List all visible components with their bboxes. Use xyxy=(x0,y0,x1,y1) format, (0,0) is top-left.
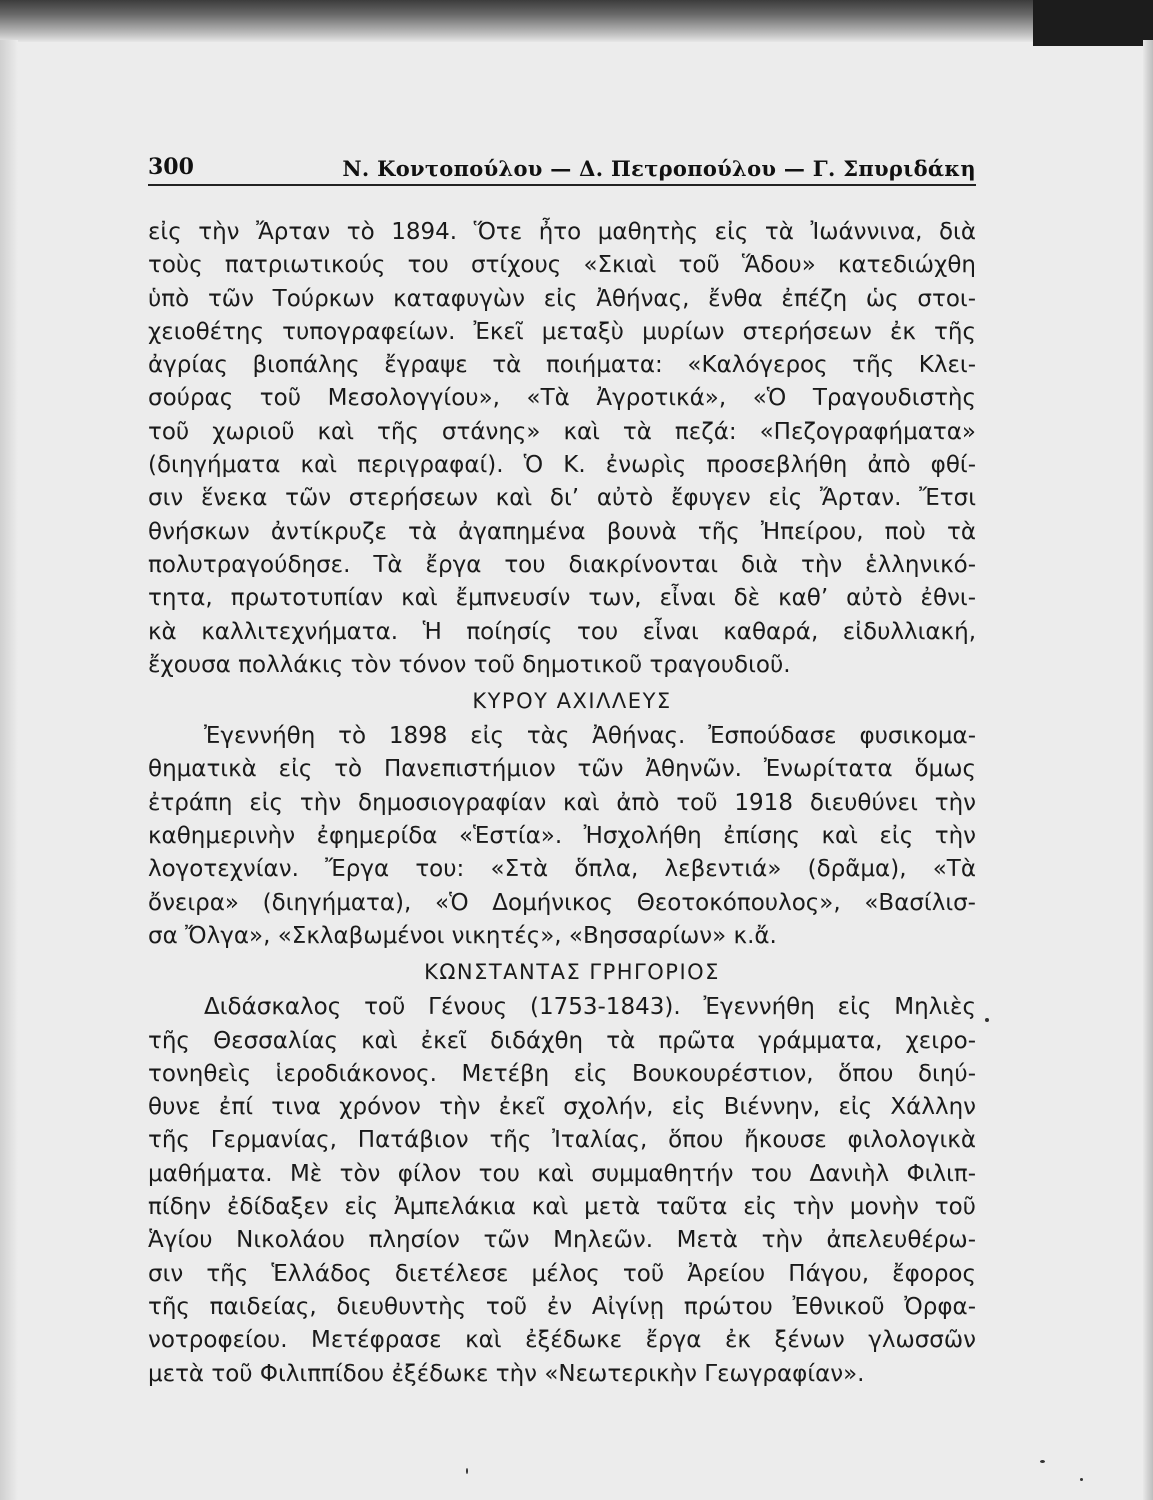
scan-speck xyxy=(466,1468,468,1474)
text-line: σιν ἕνεκα τῶν στερήσεων καὶ δι’ αὐτὸ ἔφυγεν εἰς Ἄρταν. Ἔτσι xyxy=(148,485,976,512)
text-line: χειοθέτης τυπογραφείων. Ἐκεῖ μεταξὺ μυρίων στερήσεων ἐκ τῆς xyxy=(148,318,976,345)
running-head xyxy=(148,152,976,186)
text-line: Ἐγεννήθη τὸ 1898 εἰς τὰς Ἀθήνας. Ἐσπούδασε φυσικομα- xyxy=(204,723,976,750)
text-line: μετὰ τοῦ Φιλιππίδου ἐξέδωκε τὴν «Νεωτερικὴν Γεωγραφίαν». xyxy=(148,1360,865,1387)
text-line: καθημερινὴν ἐφημερίδα «Ἑστία». Ἠσχολήθη ἐπίσης καὶ εἰς τὴν xyxy=(148,823,976,850)
text-line: λογοτεχνίαν. Ἔργα του: «Στὰ ὅπλα, λεβεντιά» (δρᾶμα), «Τὰ xyxy=(148,856,976,883)
scan-left-edge xyxy=(0,40,18,1500)
scan-speck xyxy=(1080,1478,1083,1481)
scan-speck xyxy=(985,1018,989,1022)
text-line: τονηθεὶς ἱεροδιάκονος. Μετέβη εἰς Βουκουρέστιον, ὅπου διηύ- xyxy=(148,1060,976,1087)
text-line: τητα, πρωτοτυπίαν καὶ ἔμπνευσίν των, εἶναι δὲ καθ’ αὐτὸ ἐθνι- xyxy=(148,585,976,612)
text-line: ἐτράπη εἰς τὴν δημοσιογραφίαν καὶ ἀπὸ τοῦ 1918 διευθύνει τὴν xyxy=(148,789,976,816)
text-line: Διδάσκαλος τοῦ Γένους (1753-1843). Ἐγεννήθη εἰς Μηλιὲς xyxy=(204,994,976,1021)
text-line: κὰ καλλιτεχνήματα. Ἡ ποίησίς του εἶναι καθαρά, εἰδυλλιακή, xyxy=(148,618,976,645)
text-line: τοῦ χωριοῦ καὶ τῆς στάνης» καὶ τὰ πεζά: «Πεζογραφήματα» xyxy=(148,418,976,445)
text-line: θυνε ἐπί τινα χρόνον τὴν ἐκεῖ σχολήν, εἰς Βιέννην, εἰς Χάλλην xyxy=(148,1094,976,1121)
scan-top-corner xyxy=(1033,0,1153,46)
text-line: σα Ὄλγα», «Σκλαβωμένοι νικητές», «Βησσαρίων» κ.ἄ. xyxy=(148,922,777,949)
text-line: σούρας τοῦ Μεσολογγίου», «Τὰ Ἀγροτικά», «Ὁ Τραγουδιστὴς xyxy=(148,385,976,412)
scan-speck xyxy=(1040,1460,1045,1463)
text-line: ὑπὸ τῶν Τούρκων καταφυγὼν εἰς Ἀθήνας, ἔνθα ἐπέζη ὡς στοι- xyxy=(148,285,976,312)
text-line: τοὺς πατριωτικούς του στίχους «Σκιαὶ τοῦ Ἅδου» κατεδιώχθη xyxy=(148,252,976,279)
text-line: ἀγρίας βιοπάλης ἔγραψε τὰ ποιήματα: «Καλόγερος τῆς Κλει- xyxy=(148,352,976,379)
section-heading-kyrou: ΚΥΡΟΥ ΑΧΙΛΛΕΥΣ xyxy=(472,689,672,714)
text-line: ἔχουσα πολλάκις τὸν τόνον τοῦ δημοτικοῦ τραγουδιοῦ. xyxy=(148,651,791,678)
text-line: θηματικὰ εἰς τὸ Πανεπιστήμιον τῶν Ἀθηνῶν. Ἐνωρίτατα ὅμως xyxy=(148,756,976,783)
text-line: θνήσκων ἀντίκρυζε τὰ ἀγαπημένα βουνὰ τῆς Ἠπείρου, ποὺ τὰ xyxy=(148,518,976,545)
page-number: 300 xyxy=(148,154,194,180)
running-head-authors: Ν. Κοντοπούλου — Δ. Πετροπούλου — Γ. Σπυριδάκη xyxy=(342,156,976,181)
scan-top-shadow xyxy=(0,0,1153,42)
text-line: Ἁγίου Νικολάου πλησίον τῶν Μηλεῶν. Μετὰ τὴν ἀπελευθέρω- xyxy=(148,1227,976,1254)
text-line: τῆς Γερμανίας, Πατάβιον τῆς Ἰταλίας, ὅπου ἤκουσε φιλολογικὰ xyxy=(148,1127,976,1154)
text-line: νοτροφείου. Μετέφρασε καὶ ἐξέδωκε ἔργα ἐκ ξένων γλωσσῶν xyxy=(148,1327,976,1354)
body-text xyxy=(148,216,976,1391)
text-line: σιν τῆς Ἑλλάδος διετέλεσε μέλος τοῦ Ἀρείου Πάγου, ἔφορος xyxy=(148,1260,976,1287)
text-line: τῆς παιδείας, διευθυντὴς τοῦ ἐν Αἰγίνῃ πρώτου Ἐθνικοῦ Ὀρφα- xyxy=(148,1293,976,1320)
text-line: (διηγήματα καὶ περιγραφαί). Ὁ Κ. ἐνωρὶς προσεβλήθη ἀπὸ φθί- xyxy=(148,452,976,479)
text-line: μαθήματα. Μὲ τὸν φίλον του καὶ συμμαθητήν του Δανιὴλ Φιλιπ- xyxy=(148,1160,976,1187)
scan-right-edge xyxy=(1143,40,1153,1500)
text-line: ὄνειρα» (διηγήματα), «Ὁ Δομήνικος Θεοτοκόπουλος», «Βασίλισ- xyxy=(148,889,976,916)
text-line: πίδην ἐδίδαξεν εἰς Ἀμπελάκια καὶ μετὰ ταῦτα εἰς τὴν μονὴν τοῦ xyxy=(148,1194,976,1221)
text-line: τῆς Θεσσαλίας καὶ ἐκεῖ διδάχθη τὰ πρῶτα γράμματα, χειρο- xyxy=(148,1027,976,1054)
section-heading-konstantas: ΚΩΝΣΤΑΝΤΑΣ ΓΡΗΓΟΡΙΟΣ xyxy=(424,960,720,985)
text-line: εἰς τὴν Ἄρταν τὸ 1894. Ὅτε ἦτο μαθητὴς εἰς τὰ Ἰωάννινα, διὰ xyxy=(148,219,976,245)
text-line: πολυτραγούδησε. Τὰ ἔργα του διακρίνονται διὰ τὴν ἑλληνικό- xyxy=(148,551,976,578)
